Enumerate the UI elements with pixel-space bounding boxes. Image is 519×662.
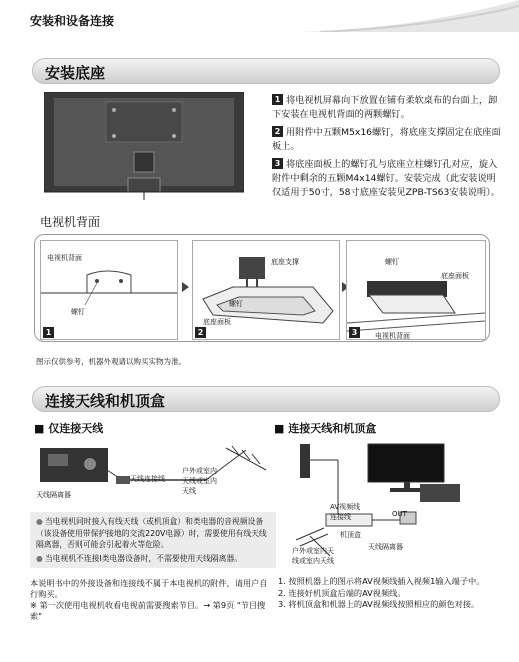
safety-notes [30, 512, 276, 568]
bullet-item: ● 当电视机不连接I类电器设备时，不需要使用天线隔离器。 [36, 553, 243, 563]
panel-number: 1 [43, 327, 54, 338]
connection-step: 3. 将机顶盒和机器上的AV视频线按照相应的颜色对接。 [278, 599, 480, 609]
antenna-label: 户外或室内天线或室内天线 [292, 547, 334, 565]
panel-2-label-panel: 底座面板 [203, 318, 231, 326]
step-text: 用附件中五颗M5x16螺钉，将底座支撑固定在底座面板上。 [272, 127, 501, 152]
illustration-note: 图示仅供参考，机器外观请以购买实物为准。 [36, 357, 186, 366]
panel-step-3 [346, 240, 486, 340]
bullet-item: ● 当电视机同时接入有线天线（或机顶盒）和类电器的音视频设备（该设备使用带保护接地的交流220V电源）时，需要使用有线天线隔离器，否则可能会引起着火等危险。 [36, 517, 267, 549]
subtitle-antenna-and-stb: ■ 连接天线和机顶盒 [274, 422, 377, 435]
step-2 [272, 126, 502, 154]
subtitle-antenna-only: ■ 仅连接天线 [34, 422, 104, 435]
antenna-only-diagram [36, 440, 276, 506]
section-title: 安装底座 [45, 64, 106, 82]
av-cable-label: AV视频线 连接线 [330, 503, 361, 521]
panel-3-label-back: 电视机背面 [375, 332, 410, 340]
section-install-stand-bar [32, 58, 500, 84]
tv-back-illustration [44, 92, 244, 200]
out-label: OUT [392, 510, 407, 518]
antenna-label: 户外或室内天线或室内天线 [182, 467, 217, 495]
step-number: 3 [272, 158, 283, 169]
panel-3-label-panel: 底座面板 [441, 272, 469, 280]
cable-label: 天线连接线 [130, 475, 165, 483]
page-header: 安装和设备连接 [30, 14, 115, 28]
step-number: 2 [272, 126, 283, 137]
panel-number: 3 [349, 327, 360, 338]
section-connect-antenna-bar [32, 386, 500, 412]
panel-number: 2 [195, 327, 206, 338]
stb-label: 机顶盒 [340, 531, 361, 539]
connection-step: 2. 连接好机顶盒后端的AV视频线。 [278, 587, 406, 598]
panel-2-label-screw: 螺钉 [229, 300, 243, 308]
panel-2-label-support: 底座支撑 [271, 258, 299, 266]
search-reference: ※ 第一次使用电视机收看电视前需要搜索节目。→ 第9页 "节目搜索" [30, 600, 266, 621]
isolator-label: 天线隔离器 [36, 491, 71, 499]
step-1 [272, 94, 502, 122]
step-text: 将电视机屏幕向下放置在铺有柔软桌布的台面上，卸下安装在电视机背面的两颗螺钉。 [272, 95, 498, 120]
panel-3-illustration [347, 241, 485, 339]
panel-step-2 [192, 240, 340, 340]
tv-back-label: 电视机背面 [40, 215, 101, 229]
header-decoration [300, 0, 519, 32]
accessories-note [30, 578, 270, 622]
panel-3-label-screw: 螺钉 [385, 258, 399, 266]
arrow-right-icon [182, 282, 189, 292]
step-3 [272, 158, 502, 200]
connection-steps [278, 576, 508, 611]
panel-1-label-top: 电视机背面 [47, 254, 82, 262]
panel-1-label-screw: 螺钉 [71, 308, 85, 316]
step-number: 1 [272, 94, 283, 105]
step-text: 将底座面板上的螺钉孔与底座立柱螺钉孔对应，旋入附件中剩余的五颗M4x14螺钉。安装完成（此安装说明仅适用于50寸，58寸底座安装见ZPB-TS63安装说明）。 [272, 159, 500, 198]
isolator-label: 天线隔离器 [368, 543, 403, 551]
section-title: 连接天线和机顶盒 [45, 392, 166, 410]
connection-step: 1. 按照机器上的图示将AV视频线插入视频1输入端子中。 [278, 576, 485, 586]
panel-step-1 [40, 240, 178, 340]
accessories-text: 本说明书中的外接设备和连接线不属于本电视机的附件，请用户自行购买。 [30, 578, 268, 599]
